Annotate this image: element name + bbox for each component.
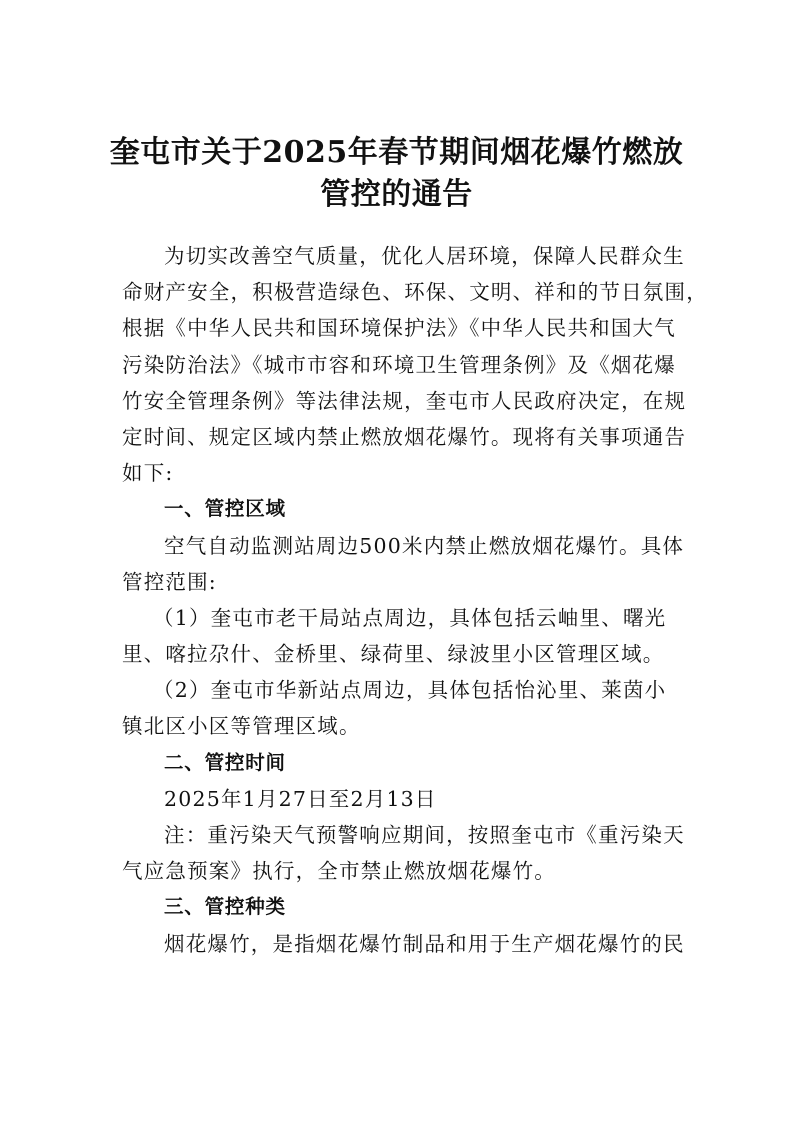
section-heading-control-type: 三、管控种类 bbox=[164, 895, 286, 919]
control-time-note bbox=[122, 817, 685, 889]
paragraph-line: 根据《中华人民共和国环境保护法》《中华人民共和国大气 bbox=[122, 316, 676, 341]
title-line: 奎屯市关于2025年春节期间烟花爆竹燃放 bbox=[109, 135, 684, 170]
control-area-item-2 bbox=[122, 672, 682, 744]
paragraph-line: 竹安全管理条例》等法律法规，奎屯市人民政府决定，在规 bbox=[122, 388, 687, 413]
paragraph-line: 气应急预案》执行，全市禁止燃放烟花爆竹。 bbox=[122, 859, 556, 884]
control-type-paragraph bbox=[122, 926, 685, 962]
paragraph-line: 污染防治法》《城市市容和环境卫生管理条例》及《烟花爆 bbox=[122, 352, 676, 377]
control-date-line: 2025年1月27日至2月13日 bbox=[164, 786, 437, 811]
section-heading-control-area: 一、管控区域 bbox=[164, 497, 286, 521]
paragraph-line: 为切实改善空气质量，优化人居环境，保障人民群众生 bbox=[164, 244, 685, 268]
paragraph-line: 烟花爆竹，是指烟花爆竹制品和用于生产烟花爆竹的民 bbox=[164, 931, 685, 956]
paragraph-line: 管控范围: bbox=[122, 569, 217, 594]
paragraph-line: （2）奎屯市华新站点周边，具体包括怡沁里、莱茵小 bbox=[153, 678, 667, 703]
intro-paragraph bbox=[122, 238, 708, 491]
paragraph-line: 命财产安全，积极营造绿色、环保、文明、祥和的节日氛围， bbox=[122, 280, 708, 305]
paragraph-line: 镇北区小区等管理区域。 bbox=[122, 714, 361, 739]
title-line: 管控的通告 bbox=[320, 177, 473, 212]
paragraph-line: 里、喀拉尕什、金桥里、绿荷里、绿波里小区管理区域。 bbox=[122, 642, 665, 667]
paragraph-line: 如下: bbox=[122, 461, 174, 486]
control-area-item-1 bbox=[122, 600, 682, 672]
paragraph-line: 注：重污染天气预警响应期间，按照奎屯市《重污染天 bbox=[164, 823, 685, 847]
paragraph-line: 定时间、规定区域内禁止燃放烟花爆竹。现将有关事项通告 bbox=[122, 424, 687, 449]
control-area-paragraph bbox=[122, 528, 685, 600]
document-title bbox=[100, 132, 693, 216]
paragraph-line: （1）奎屯市老干局站点周边，具体包括云岫里、曙光 bbox=[153, 605, 667, 630]
section-heading-control-time: 二、管控时间 bbox=[164, 750, 286, 774]
paragraph-line: 空气自动监测站周边500米内禁止燃放烟花爆竹。具体 bbox=[164, 533, 685, 558]
document-body bbox=[122, 238, 708, 962]
